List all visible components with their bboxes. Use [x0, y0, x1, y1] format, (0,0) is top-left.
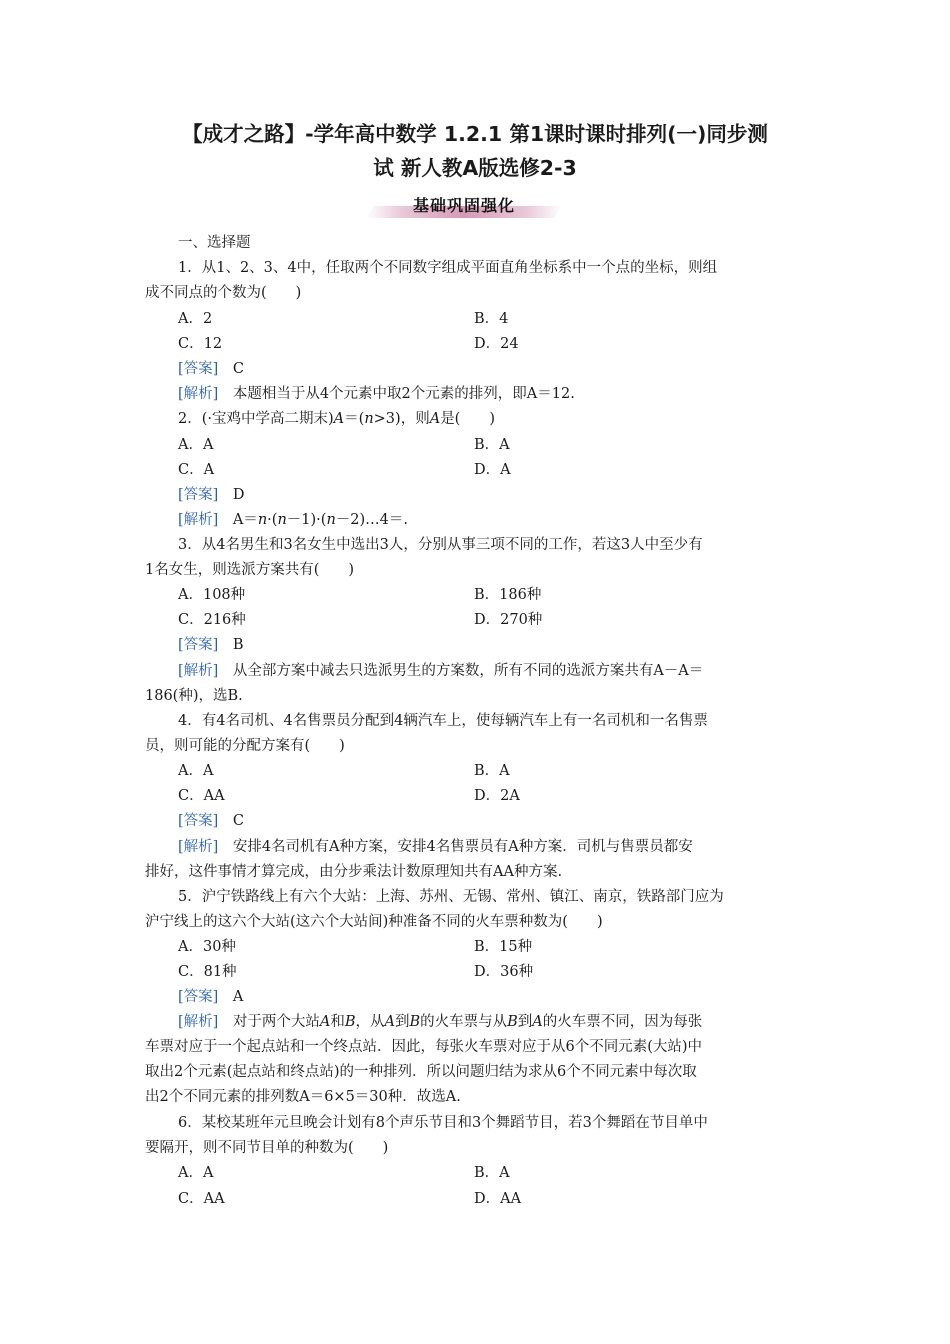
title-line-1: 【成才之路】-学年高中数学 1.2.1 第1课时课时排列(一)同步测	[182, 122, 768, 146]
q2-stem-part: ＝(	[344, 411, 365, 427]
q5-analysis	[178, 1012, 702, 1032]
q4-analysis-text: 安排4名司机有A种方案，安排4名售票员有A种方案．司机与售票员都安	[232, 839, 693, 855]
q3-answer	[178, 635, 243, 655]
q1-analysis	[178, 384, 575, 404]
q5-stem-line-1: 5．沪宁铁路线上有六个大站：上海、苏州、无锡、常州、镇江、南京，铁路部门应为	[178, 889, 724, 905]
q1-option-b: B．4	[474, 311, 509, 327]
q4-option-c: C．AA	[178, 788, 225, 804]
q2-analysis-part: ·(	[267, 512, 278, 528]
q5-analysis-line-2: 车票对应于一个起点站和一个终点站．因此，每张火车票对应于从6个不同元素(大站)中	[145, 1039, 703, 1055]
q1-stem-line-1: 1．从1、2、3、4中，任取两个不同数字组成平面直角坐标系中一个点的坐标，则组	[178, 260, 718, 276]
q2-analysis-part: n	[277, 512, 287, 528]
q3-option-b: B．186种	[474, 587, 542, 603]
analysis-label: [解析]	[178, 512, 219, 528]
q6-option-c: C．AA	[178, 1191, 225, 1207]
q2-answer-value: D	[232, 487, 245, 503]
q2-stem-part: 是( )	[440, 411, 496, 427]
q3-option-a: A．108种	[178, 587, 246, 603]
q5-analysis-part: 的火车票与从	[420, 1014, 508, 1030]
q5-analysis-line-3: 取出2个元素(起点站和终点站)的一种排列．所以问题归结为求从6个不同元素中每次取	[145, 1064, 697, 1080]
q3-option-c: C．216种	[178, 612, 246, 628]
q2-option-a: A．A	[178, 437, 214, 453]
q5-option-b: B．15种	[474, 939, 533, 955]
q2-analysis-part: A＝	[232, 512, 258, 528]
q4-option-d: D．2A	[474, 788, 520, 804]
q2-option-c: C．A	[178, 462, 215, 478]
document-title	[140, 117, 810, 185]
q1-analysis-text: 本题相当于从4个元素中取2个元素的排列，即A＝12.	[232, 386, 575, 402]
q2-stem-part: n	[364, 411, 374, 427]
q6-option-a: A．A	[178, 1165, 214, 1181]
analysis-label: [解析]	[178, 386, 219, 402]
q4-analysis-line-2: 排好，这件事情才算完成，由分步乘法计数原理知共有AA种方案.	[145, 864, 563, 880]
q2-option-b: B．A	[474, 437, 510, 453]
section-banner	[366, 194, 566, 220]
q5-analysis-part: B	[409, 1014, 421, 1030]
q3-stem-line-1: 3．从4名男生和3名女生中选出3人，分别从事三项不同的工作，若这3人中至少有	[178, 537, 703, 553]
q2-stem-part: A	[429, 411, 441, 427]
q4-option-a: A．A	[178, 763, 214, 779]
q5-analysis-part: B	[507, 1014, 518, 1030]
q2-analysis-part: －1)·(	[286, 512, 327, 528]
q5-analysis-part: B	[344, 1014, 356, 1030]
q6-option-d: D．AA	[474, 1191, 522, 1207]
q5-option-c: C．81种	[178, 964, 237, 980]
q4-analysis	[178, 837, 693, 857]
answer-label: [答案]	[178, 813, 219, 829]
q4-stem-line-2: 员，则可能的分配方案有( )	[145, 738, 345, 754]
answer-label: [答案]	[178, 637, 219, 653]
q5-analysis-part: A	[319, 1014, 331, 1030]
q5-answer	[178, 987, 243, 1007]
q5-analysis-part: 到	[394, 1014, 410, 1030]
q5-stem-line-2: 沪宁线上的这六个大站(这六个大站间)种准备不同的火车票种数为( )	[145, 914, 603, 930]
q6-option-b: B．A	[474, 1165, 510, 1181]
q1-answer-value: C	[232, 361, 244, 377]
q3-stem-line-2: 1名女生，则选派方案共有( )	[145, 562, 355, 578]
q4-stem-line-1: 4．有4名司机、4名售票员分配到4辆汽车上，使每辆汽车上有一名司机和一名售票	[178, 713, 708, 729]
q3-option-d: D．270种	[474, 612, 543, 628]
q2-stem-part: A	[333, 411, 345, 427]
q4-option-b: B．A	[474, 763, 510, 779]
q5-option-d: D．36种	[474, 964, 534, 980]
title-line-2: 试 新人教A版选修2-3	[373, 156, 577, 180]
q2-analysis-part: －2)…4＝.	[335, 512, 408, 528]
q3-analysis	[178, 661, 703, 681]
q5-analysis-part: 和	[330, 1014, 345, 1030]
q2-stem	[178, 409, 495, 429]
q4-answer	[178, 811, 244, 831]
answer-label: [答案]	[178, 361, 219, 377]
q5-analysis-part: 到	[517, 1014, 533, 1030]
q2-stem-part: >3)，则	[373, 411, 430, 427]
q2-analysis	[178, 510, 408, 530]
q2-option-d: D．A	[474, 462, 511, 478]
q5-analysis-part: ，从	[355, 1014, 385, 1030]
q2-stem-part: 2．(·宝鸡中学高二期末)	[178, 411, 334, 427]
answer-label: [答案]	[178, 989, 219, 1005]
q3-analysis-line-2: 186(种)，选B.	[145, 688, 243, 704]
q3-analysis-text: 从全部方案中减去只选派男生的方案数，所有不同的选派方案共有A－A＝	[232, 663, 704, 679]
q4-answer-value: C	[232, 813, 244, 829]
section-heading: 一、选择题	[178, 235, 251, 251]
q1-option-a: A．2	[178, 311, 213, 327]
q5-analysis-part: A	[384, 1014, 395, 1030]
q1-option-d: D．24	[474, 336, 519, 352]
q1-answer	[178, 359, 244, 379]
q2-answer	[178, 485, 244, 505]
answer-label: [答案]	[178, 487, 219, 503]
q6-stem-line-2: 要隔开，则不同节目单的种数为( )	[145, 1140, 389, 1156]
q5-analysis-part: 对于两个大站	[232, 1014, 320, 1030]
q5-analysis-part: 的火车票不同，因为每张	[542, 1014, 703, 1030]
q5-analysis-part: A	[532, 1014, 543, 1030]
banner-label: 基础巩固强化	[412, 196, 515, 215]
q2-analysis-part: n	[326, 512, 336, 528]
q5-answer-value: A	[232, 989, 244, 1005]
analysis-label: [解析]	[178, 663, 219, 679]
q5-option-a: A．30种	[178, 939, 236, 955]
q1-stem-line-2: 成不同点的个数为( )	[145, 285, 302, 301]
q2-analysis-part: n	[257, 512, 268, 528]
analysis-label: [解析]	[178, 839, 219, 855]
q5-analysis-line-4: 出2个不同元素的排列数A＝6×5＝30种．故选A.	[145, 1089, 461, 1105]
q6-stem-line-1: 6．某校某班年元旦晚会计划有8个声乐节目和3个舞蹈节目，若3个舞蹈在节目单中	[178, 1115, 708, 1131]
q1-option-c: C．12	[178, 336, 223, 352]
analysis-label: [解析]	[178, 1014, 219, 1030]
q3-answer-value: B	[232, 637, 244, 653]
